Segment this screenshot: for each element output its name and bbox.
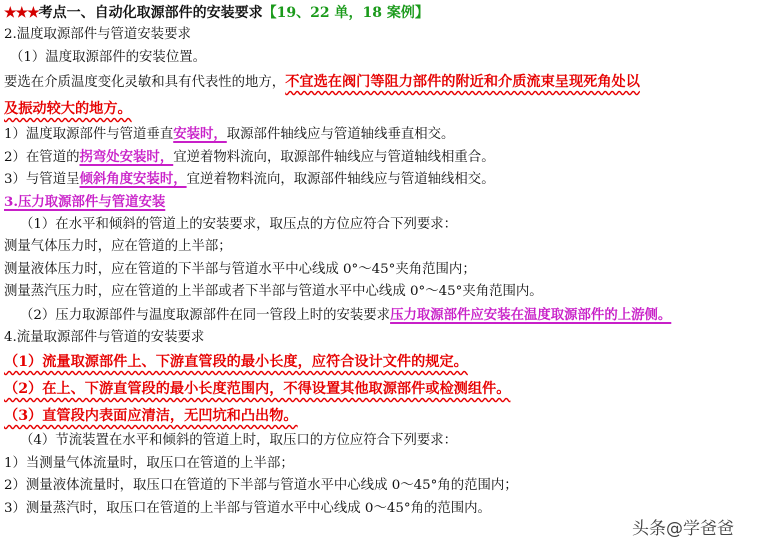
text-line: 测量蒸汽压力时，应在管道的上半部或者下半部与管道水平中心线成 0°～45°夹角范围内。 bbox=[4, 284, 543, 300]
heading-temperature: 2.温度取源部件与管道安装要求 bbox=[4, 27, 191, 42]
highlight-pink: 拐弯处安装时， bbox=[79, 148, 174, 165]
exam-tag: 【19、22 单，18 案例】 bbox=[262, 5, 429, 21]
text-line: 测量液体压力时，应在管道的下半部与管道水平中心线成 0°～45°夹角范围内； bbox=[4, 261, 476, 277]
section-title bbox=[4, 2, 770, 24]
highlight-pink: 倾斜角度安装时， bbox=[79, 171, 187, 188]
watermark-right: 学爸爸 bbox=[683, 519, 734, 539]
text-line bbox=[4, 304, 770, 327]
text-plain: 要选在介质温度变化灵敏和具有代表性的地方， bbox=[4, 75, 286, 91]
text-plain: 2）在管道的 bbox=[4, 149, 80, 165]
watermark bbox=[632, 514, 734, 539]
text-line bbox=[4, 403, 770, 430]
document-body bbox=[4, 2, 770, 521]
text-line bbox=[4, 376, 770, 403]
watermark-at: @ bbox=[666, 519, 683, 539]
text-line bbox=[4, 123, 770, 146]
text-line: 3）测量蒸汽时，取压口在管道的上半部与管道水平中心线成 0～45°角的范围内。 bbox=[4, 500, 491, 516]
text-line: （1）在水平和倾斜的管道上的安装要求，取压点的方位应符合下列要求： bbox=[20, 216, 458, 232]
text-line: 1）当测量气体流量时，取压口在管道的上半部； bbox=[4, 455, 294, 471]
item-temp-location: （1）温度取源部件的安装位置。 bbox=[10, 49, 206, 65]
text-plain: 取源部件轴线应与管道轴线垂直相交。 bbox=[226, 127, 455, 143]
highlight-red: 及振动较大的地方。 bbox=[4, 101, 132, 118]
text-line: 2）测量液体流量时，取压口在管道的下半部与管道水平中心线成 0～45°角的范围内； bbox=[4, 478, 518, 494]
heading-flow: 4.流量取源部件与管道的安装要求 bbox=[4, 329, 205, 345]
watermark-left: 头条 bbox=[632, 519, 666, 539]
highlight-red: 不宜选在阀门等阻力部件的附近和介质流束呈现死角处以 bbox=[285, 74, 640, 91]
text-line bbox=[4, 146, 770, 169]
title-text: 考点一、自动化取源部件的安装要求 bbox=[38, 5, 263, 21]
highlight-red: （1）流量取源部件上、下游直管段的最小长度，应符合设计文件的规定。 bbox=[4, 354, 468, 371]
text-plain: 1）温度取源部件与管道垂直 bbox=[4, 127, 174, 143]
text-line bbox=[4, 349, 770, 376]
text-line bbox=[4, 168, 770, 191]
text-line: 测量气体压力时，应在管道的上半部； bbox=[4, 239, 232, 255]
text-line bbox=[4, 96, 770, 123]
highlight-red: （3）直管段内表面应清洁，无凹坑和凸出物。 bbox=[4, 408, 298, 425]
text-plain: 3）与管道呈 bbox=[4, 172, 80, 188]
text-line bbox=[4, 69, 770, 96]
rating-stars: ★★★ bbox=[4, 5, 39, 21]
text-line: （4）节流装置在水平和倾斜的管道上时，取压口的方位应符合下列要求： bbox=[20, 433, 458, 449]
text-plain: 宜逆着物料流向，取源部件轴线应与管道轴线相重合。 bbox=[173, 149, 495, 165]
heading-pressure bbox=[4, 191, 770, 214]
highlight-pink: 3.压力取源部件与管道安装 bbox=[4, 193, 166, 210]
highlight-red: （2）在上、下游直管段的最小长度范围内，不得设置其他取源部件或检测组件。 bbox=[4, 381, 511, 398]
highlight-pink: 压力取源部件应安装在温度取源部件的上游侧。 bbox=[390, 306, 672, 323]
text-plain: （2）压力取源部件与温度取源部件在同一管段上时的安装要求 bbox=[20, 307, 391, 323]
highlight-pink: 安装时， bbox=[173, 126, 227, 143]
text-plain: 宜逆着物料流向，取源部件轴线应与管道轴线相交。 bbox=[186, 172, 495, 188]
